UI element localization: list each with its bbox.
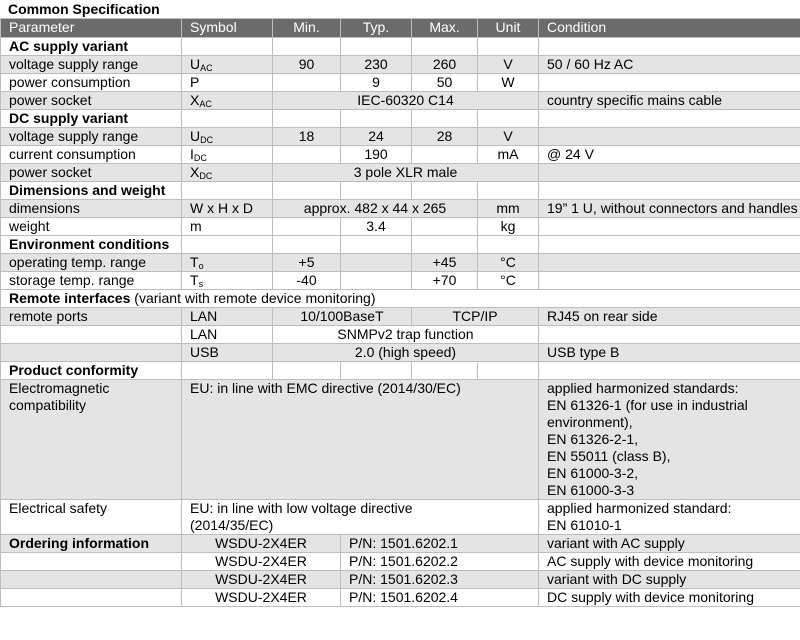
header-unit: Unit — [478, 19, 539, 38]
section-title: AC supply variant — [1, 38, 182, 56]
typ-value: 190 — [341, 146, 412, 164]
description: variant with DC supply — [539, 571, 800, 589]
symbol: USB — [182, 344, 273, 362]
value: approx. 482 x 44 x 265 — [273, 200, 478, 218]
unit: mA — [478, 146, 539, 164]
table-row — [1, 128, 800, 146]
section-title: DC supply variant — [1, 110, 182, 128]
max-value: +45 — [412, 254, 478, 272]
section-title: Environment conditions — [1, 236, 182, 254]
symbol: $X_{AC}$ — [182, 92, 273, 110]
param-label: power socket — [1, 92, 182, 110]
model: WSDU-2X4ER — [182, 535, 341, 553]
max-value: +70 — [412, 272, 478, 290]
unit: mm — [478, 200, 539, 218]
param-label: operating temp. range — [1, 254, 182, 272]
param-label: voltage supply range — [1, 56, 182, 74]
table-row — [1, 146, 800, 164]
condition: 19” 1 U, without connectors and handles — [539, 200, 800, 218]
table-row — [1, 92, 800, 110]
table-row — [1, 553, 800, 571]
section-row — [1, 236, 800, 254]
typ-value: 9 — [341, 74, 412, 92]
table-row — [1, 74, 800, 92]
header-typ: Typ. — [341, 19, 412, 38]
section-row — [1, 110, 800, 128]
table-row — [1, 164, 800, 182]
condition: country specific mains cable — [539, 92, 800, 110]
header-symbol: Symbol — [182, 19, 273, 38]
condition: RJ45 on rear side — [539, 308, 800, 326]
max-value: 260 — [412, 56, 478, 74]
symbol: P — [182, 74, 273, 92]
typ-value: 24 — [341, 128, 412, 146]
symbol: LAN — [182, 308, 273, 326]
description: variant with AC supply — [539, 535, 800, 553]
condition: applied harmonized standards: EN 61326-1 (for use in industrial environment), EN 61326-2-1, EN 55011 (class B), EN 61000-3-2, EN 61000-3-3 — [539, 380, 800, 500]
value: EU: in line with EMC directive (2014/30/EC) — [182, 380, 539, 500]
param-label: voltage supply range — [1, 128, 182, 146]
min-value: -40 — [273, 272, 341, 290]
symbol: $U_{AC}$ — [182, 56, 273, 74]
unit: W — [478, 74, 539, 92]
value: IEC-60320 C14 — [273, 92, 539, 110]
table-row — [1, 56, 800, 74]
section-row — [1, 290, 800, 308]
symbol: $I_{DC}$ — [182, 146, 273, 164]
table-row — [1, 500, 800, 535]
value: TCP/IP — [412, 308, 539, 326]
model: WSDU-2X4ER — [182, 571, 341, 589]
table-row — [1, 571, 800, 589]
value: 2.0 (high speed) — [273, 344, 539, 362]
table-row — [1, 218, 800, 236]
header-parameter: Parameter — [1, 19, 182, 38]
unit: V — [478, 56, 539, 74]
unit: °C — [478, 272, 539, 290]
symbol: $T_o$ — [182, 254, 273, 272]
table-row — [1, 200, 800, 218]
section-row — [1, 182, 800, 200]
section-title: Dimensions and weight — [1, 182, 182, 200]
page-title: Common Specification — [8, 1, 160, 17]
part-number: P/N: 1501.6202.4 — [341, 589, 539, 607]
table-row — [1, 535, 800, 553]
spec-table — [0, 18, 800, 607]
section-title: Ordering information — [1, 535, 182, 553]
condition: USB type B — [539, 344, 800, 362]
value: SNMPv2 trap function — [273, 326, 539, 344]
unit: V — [478, 128, 539, 146]
condition: @ 24 V — [539, 146, 800, 164]
param-label: dimensions — [1, 200, 182, 218]
table-row — [1, 344, 800, 362]
table-row — [1, 272, 800, 290]
param-label: Electrical safety — [1, 500, 182, 535]
max-value: 28 — [412, 128, 478, 146]
part-number: P/N: 1501.6202.1 — [341, 535, 539, 553]
value: 10/100BaseT — [273, 308, 412, 326]
min-value: 18 — [273, 128, 341, 146]
param-label: weight — [1, 218, 182, 236]
param-label: Electromagnetic compatibility — [1, 380, 182, 500]
value: 3 pole XLR male — [273, 164, 539, 182]
param-label: power socket — [1, 164, 182, 182]
table-row — [1, 589, 800, 607]
typ-value: 230 — [341, 56, 412, 74]
min-value: +5 — [273, 254, 341, 272]
param-label: power consumption — [1, 74, 182, 92]
part-number: P/N: 1501.6202.3 — [341, 571, 539, 589]
table-row — [1, 326, 800, 344]
symbol: $T_s$ — [182, 272, 273, 290]
part-number: P/N: 1501.6202.2 — [341, 553, 539, 571]
value: EU: in line with low voltage directive (2014/35/EC) — [182, 500, 539, 535]
header-min: Min. — [273, 19, 341, 38]
section-title: Product conformity — [1, 362, 182, 380]
unit: °C — [478, 254, 539, 272]
header-row — [1, 19, 800, 38]
param-label: current consumption — [1, 146, 182, 164]
model: WSDU-2X4ER — [182, 553, 341, 571]
header-condition: Condition — [539, 19, 800, 38]
model: WSDU-2X4ER — [182, 589, 341, 607]
typ-value: 3.4 — [341, 218, 412, 236]
description: AC supply with device monitoring — [539, 553, 800, 571]
symbol: $X_{DC}$ — [182, 164, 273, 182]
condition: applied harmonized standard: EN 61010-1 — [539, 500, 800, 535]
symbol: W x H x D — [182, 200, 273, 218]
symbol: LAN — [182, 326, 273, 344]
max-value: 50 — [412, 74, 478, 92]
table-row — [1, 254, 800, 272]
table-row — [1, 380, 800, 500]
symbol: m — [182, 218, 273, 236]
section-row — [1, 362, 800, 380]
section-note: (variant with remote device monitoring) — [134, 290, 376, 306]
param-label: remote ports — [1, 308, 182, 326]
unit: kg — [478, 218, 539, 236]
section-title: Remote interfaces (variant with remote device monitoring) — [1, 290, 800, 308]
symbol: $U_{DC}$ — [182, 128, 273, 146]
condition: 50 / 60 Hz AC — [539, 56, 800, 74]
description: DC supply with device monitoring — [539, 589, 800, 607]
section-row — [1, 38, 800, 56]
table-row — [1, 308, 800, 326]
param-label: storage temp. range — [1, 272, 182, 290]
min-value: 90 — [273, 56, 341, 74]
header-max: Max. — [412, 19, 478, 38]
